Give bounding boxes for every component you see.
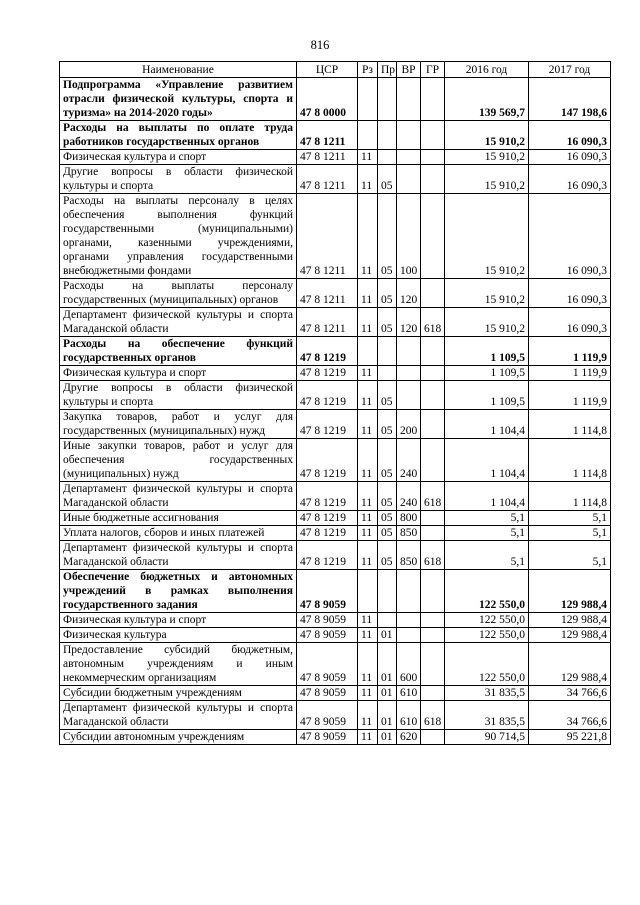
- table-row: [60, 701, 611, 730]
- row-rz: [358, 78, 378, 121]
- row-csr: 47 8 1219: [297, 526, 358, 541]
- row-2016-value: 5,1: [445, 511, 529, 526]
- row-vr: [397, 366, 421, 381]
- row-name: Расходы на выплаты персоналу в целях обеспечения выполнения функций государственными (муниципальными) органами, казенными учреждениями, органами управления государственными внебюджетными фондами: [60, 194, 297, 279]
- row-csr: 47 8 1219: [297, 439, 358, 482]
- row-rz: 11: [358, 541, 378, 570]
- row-2016-value: 31 835,5: [445, 701, 529, 730]
- row-2017-value: 95 221,8: [529, 730, 611, 745]
- table-row: [60, 308, 611, 337]
- row-gr: [421, 150, 445, 165]
- row-csr: 47 8 1211: [297, 308, 358, 337]
- row-2017-value: 16 090,3: [529, 121, 611, 150]
- row-name: Расходы на выплаты персоналу государственных (муниципальных) органов: [60, 279, 297, 308]
- row-gr: [421, 686, 445, 701]
- table-row: [60, 366, 611, 381]
- row-pr: 05: [378, 511, 397, 526]
- row-name: Департамент физической культуры и спорта Магаданской области: [60, 308, 297, 337]
- row-2016-value: 15 910,2: [445, 165, 529, 194]
- table-row: [60, 150, 611, 165]
- row-csr: 47 8 1211: [297, 165, 358, 194]
- row-2017-value: 129 988,4: [529, 628, 611, 643]
- row-vr: [397, 121, 421, 150]
- row-2017-value: 1 119,9: [529, 381, 611, 410]
- row-2016-value: 15 910,2: [445, 121, 529, 150]
- row-name: Расходы на выплаты по оплате труда работников государственных органов: [60, 121, 297, 150]
- row-vr: 120: [397, 279, 421, 308]
- row-pr: 01: [378, 701, 397, 730]
- table-row: [60, 541, 611, 570]
- table-row: [60, 730, 611, 745]
- page-number: 816: [310, 38, 330, 52]
- row-name: Физическая культура и спорт: [60, 150, 297, 165]
- row-vr: 620: [397, 730, 421, 745]
- row-vr: [397, 613, 421, 628]
- row-gr: [421, 337, 445, 366]
- row-pr: [378, 613, 397, 628]
- row-pr: 05: [378, 194, 397, 279]
- row-pr: 05: [378, 410, 397, 439]
- table-row: [60, 526, 611, 541]
- row-gr: 618: [421, 701, 445, 730]
- row-2017-value: 1 119,9: [529, 366, 611, 381]
- row-2016-value: 139 569,7: [445, 78, 529, 121]
- row-csr: 47 8 1219: [297, 337, 358, 366]
- row-vr: [397, 570, 421, 613]
- row-2017-value: 1 114,8: [529, 439, 611, 482]
- row-csr: 47 8 1219: [297, 482, 358, 511]
- row-2017-value: 129 988,4: [529, 613, 611, 628]
- row-name: Физическая культура и спорт: [60, 366, 297, 381]
- row-pr: 05: [378, 439, 397, 482]
- row-csr: 47 8 1211: [297, 150, 358, 165]
- table-row: [60, 628, 611, 643]
- row-2017-value: 147 198,6: [529, 78, 611, 121]
- row-vr: [397, 150, 421, 165]
- row-pr: 01: [378, 643, 397, 686]
- row-2016-value: 122 550,0: [445, 628, 529, 643]
- row-gr: [421, 279, 445, 308]
- table-row: [60, 570, 611, 613]
- row-rz: 11: [358, 613, 378, 628]
- row-2017-value: 5,1: [529, 541, 611, 570]
- row-rz: 11: [358, 482, 378, 511]
- row-pr: 05: [378, 526, 397, 541]
- row-csr: 47 8 1219: [297, 381, 358, 410]
- row-rz: [358, 337, 378, 366]
- row-2016-value: 90 714,5: [445, 730, 529, 745]
- row-gr: [421, 439, 445, 482]
- table-row: [60, 194, 611, 279]
- row-vr: 600: [397, 643, 421, 686]
- row-2016-value: 1 109,5: [445, 366, 529, 381]
- header-vr: ВР: [397, 62, 421, 78]
- row-name: Субсидии бюджетным учреждениям: [60, 686, 297, 701]
- row-csr: 47 8 9059: [297, 613, 358, 628]
- row-pr: [378, 570, 397, 613]
- row-gr: [421, 526, 445, 541]
- header-pr: Пр: [378, 62, 397, 78]
- row-gr: [421, 78, 445, 121]
- row-2016-value: 15 910,2: [445, 279, 529, 308]
- row-vr: 240: [397, 482, 421, 511]
- row-vr: 100: [397, 194, 421, 279]
- row-2016-value: 15 910,2: [445, 308, 529, 337]
- row-name: Уплата налогов, сборов и иных платежей: [60, 526, 297, 541]
- row-gr: [421, 121, 445, 150]
- row-rz: 11: [358, 279, 378, 308]
- row-pr: [378, 78, 397, 121]
- header-csr: ЦСР: [297, 62, 358, 78]
- row-csr: 47 8 1211: [297, 121, 358, 150]
- row-vr: 800: [397, 511, 421, 526]
- row-pr: 05: [378, 279, 397, 308]
- row-gr: [421, 194, 445, 279]
- row-2016-value: 1 109,5: [445, 337, 529, 366]
- row-gr: [421, 410, 445, 439]
- row-2017-value: 5,1: [529, 526, 611, 541]
- row-name: Физическая культура: [60, 628, 297, 643]
- row-name: Иные бюджетные ассигнования: [60, 511, 297, 526]
- row-name: Субсидии автономным учреждениям: [60, 730, 297, 745]
- row-pr: 05: [378, 165, 397, 194]
- row-vr: [397, 78, 421, 121]
- table-row: [60, 121, 611, 150]
- row-2016-value: 122 550,0: [445, 643, 529, 686]
- row-csr: 47 8 1219: [297, 410, 358, 439]
- row-rz: 11: [358, 628, 378, 643]
- table-row: [60, 337, 611, 366]
- row-pr: 05: [378, 482, 397, 511]
- row-pr: [378, 366, 397, 381]
- row-rz: 11: [358, 526, 378, 541]
- row-name: Обеспечение бюджетных и автономных учреждений в рамках выполнения государственного задания: [60, 570, 297, 613]
- row-csr: 47 8 1219: [297, 541, 358, 570]
- row-name: Департамент физической культуры и спорта Магаданской области: [60, 701, 297, 730]
- row-vr: [397, 381, 421, 410]
- table-row: [60, 511, 611, 526]
- row-rz: [358, 570, 378, 613]
- row-2016-value: 15 910,2: [445, 150, 529, 165]
- row-gr: 618: [421, 482, 445, 511]
- row-2017-value: 34 766,6: [529, 686, 611, 701]
- row-rz: 11: [358, 150, 378, 165]
- row-vr: 200: [397, 410, 421, 439]
- row-2016-value: 122 550,0: [445, 613, 529, 628]
- row-pr: [378, 337, 397, 366]
- budget-table: [59, 61, 611, 745]
- row-gr: [421, 366, 445, 381]
- row-2017-value: 1 114,8: [529, 410, 611, 439]
- row-rz: 11: [358, 366, 378, 381]
- row-2016-value: 5,1: [445, 526, 529, 541]
- row-2016-value: 1 104,4: [445, 482, 529, 511]
- row-name: Департамент физической культуры и спорта Магаданской области: [60, 541, 297, 570]
- table-row: [60, 613, 611, 628]
- row-pr: 05: [378, 308, 397, 337]
- table-row: [60, 482, 611, 511]
- table-row: [60, 381, 611, 410]
- header-gr: ГР: [421, 62, 445, 78]
- row-pr: 01: [378, 730, 397, 745]
- row-rz: 11: [358, 701, 378, 730]
- table-row: [60, 165, 611, 194]
- header-2016: 2016 год: [445, 62, 529, 78]
- row-csr: 47 8 9059: [297, 701, 358, 730]
- row-csr: 47 8 1211: [297, 194, 358, 279]
- row-name: Иные закупки товаров, работ и услуг для обеспечения государственных (муниципальных) нужд: [60, 439, 297, 482]
- row-csr: 47 8 9059: [297, 686, 358, 701]
- row-pr: [378, 121, 397, 150]
- row-rz: 11: [358, 730, 378, 745]
- row-gr: [421, 613, 445, 628]
- row-2016-value: 1 109,5: [445, 381, 529, 410]
- table-row: [60, 78, 611, 121]
- row-pr: 01: [378, 628, 397, 643]
- row-2017-value: 16 090,3: [529, 279, 611, 308]
- row-pr: 05: [378, 541, 397, 570]
- row-name: Другие вопросы в области физической культуры и спорта: [60, 165, 297, 194]
- table-row: [60, 643, 611, 686]
- row-vr: 610: [397, 701, 421, 730]
- row-2016-value: 15 910,2: [445, 194, 529, 279]
- row-rz: 11: [358, 511, 378, 526]
- row-csr: 47 8 1211: [297, 279, 358, 308]
- row-2017-value: 16 090,3: [529, 150, 611, 165]
- row-2016-value: 1 104,4: [445, 410, 529, 439]
- row-vr: 240: [397, 439, 421, 482]
- row-2017-value: 16 090,3: [529, 165, 611, 194]
- row-2017-value: 1 114,8: [529, 482, 611, 511]
- row-pr: [378, 150, 397, 165]
- row-rz: 11: [358, 165, 378, 194]
- row-name: Закупка товаров, работ и услуг для государственных (муниципальных) нужд: [60, 410, 297, 439]
- table-row: [60, 410, 611, 439]
- row-vr: 850: [397, 541, 421, 570]
- table-header-row: [60, 62, 611, 78]
- row-2017-value: 129 988,4: [529, 643, 611, 686]
- row-vr: 120: [397, 308, 421, 337]
- row-pr: 01: [378, 686, 397, 701]
- row-rz: 11: [358, 439, 378, 482]
- row-name: Другие вопросы в области физической культуры и спорта: [60, 381, 297, 410]
- row-pr: 05: [378, 381, 397, 410]
- row-2017-value: 129 988,4: [529, 570, 611, 613]
- table-row: [60, 686, 611, 701]
- header-rz: Рз: [358, 62, 378, 78]
- row-csr: 47 8 9059: [297, 643, 358, 686]
- table-row: [60, 279, 611, 308]
- row-gr: [421, 730, 445, 745]
- header-2017: 2017 год: [529, 62, 611, 78]
- row-name: Предоставление субсидий бюджетным, автономным учреждениям и иным некоммерческим организациям: [60, 643, 297, 686]
- row-csr: 47 8 1219: [297, 511, 358, 526]
- row-rz: 11: [358, 410, 378, 439]
- row-name: Расходы на обеспечение функций государственных органов: [60, 337, 297, 366]
- row-vr: 610: [397, 686, 421, 701]
- row-gr: [421, 165, 445, 194]
- row-csr: 47 8 1219: [297, 366, 358, 381]
- row-vr: [397, 628, 421, 643]
- row-2017-value: 16 090,3: [529, 194, 611, 279]
- row-name: Физическая культура и спорт: [60, 613, 297, 628]
- row-rz: 11: [358, 686, 378, 701]
- row-2017-value: 5,1: [529, 511, 611, 526]
- row-2016-value: 122 550,0: [445, 570, 529, 613]
- row-gr: [421, 643, 445, 686]
- row-csr: 47 8 9059: [297, 730, 358, 745]
- row-name: Департамент физической культуры и спорта Магаданской области: [60, 482, 297, 511]
- row-csr: 47 8 9059: [297, 570, 358, 613]
- row-name: Подпрограмма «Управление развитием отрасли физической культуры, спорта и туризма» на 2014-2020 годы»: [60, 78, 297, 121]
- table-row: [60, 439, 611, 482]
- row-gr: 618: [421, 541, 445, 570]
- row-csr: 47 8 0000: [297, 78, 358, 121]
- row-gr: 618: [421, 308, 445, 337]
- row-vr: 850: [397, 526, 421, 541]
- row-gr: [421, 381, 445, 410]
- row-2017-value: 16 090,3: [529, 308, 611, 337]
- row-2016-value: 31 835,5: [445, 686, 529, 701]
- row-2016-value: 1 104,4: [445, 439, 529, 482]
- row-2016-value: 5,1: [445, 541, 529, 570]
- row-gr: [421, 511, 445, 526]
- header-name: Наименование: [60, 62, 297, 78]
- row-csr: 47 8 9059: [297, 628, 358, 643]
- row-vr: [397, 165, 421, 194]
- row-2017-value: 1 119,9: [529, 337, 611, 366]
- row-rz: 11: [358, 194, 378, 279]
- row-rz: 11: [358, 308, 378, 337]
- row-gr: [421, 628, 445, 643]
- row-gr: [421, 570, 445, 613]
- row-vr: [397, 337, 421, 366]
- row-rz: 11: [358, 381, 378, 410]
- row-rz: 11: [358, 643, 378, 686]
- row-rz: [358, 121, 378, 150]
- row-2017-value: 34 766,6: [529, 701, 611, 730]
